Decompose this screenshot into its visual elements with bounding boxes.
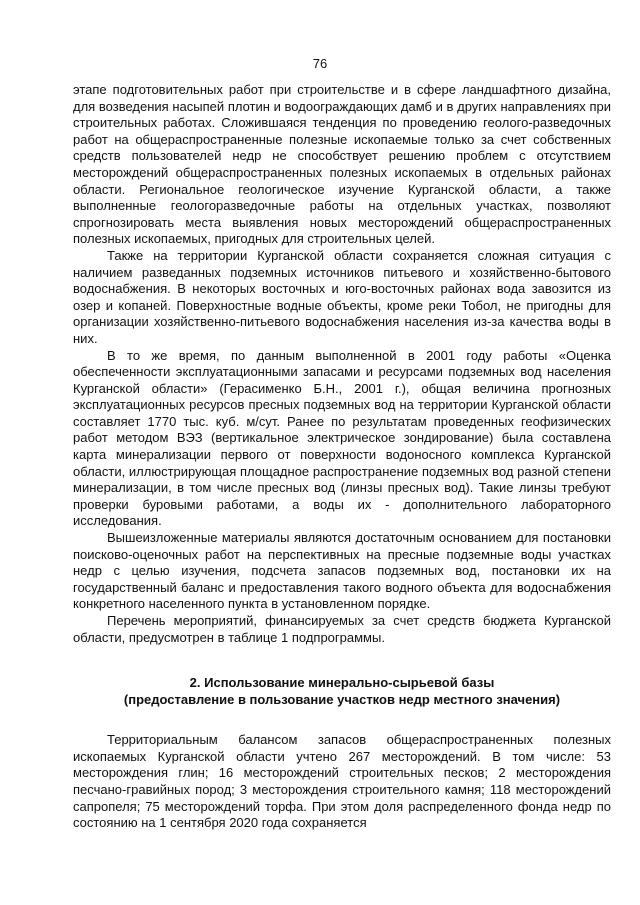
paragraph-deposits-balance: Территориальным балансом запасов общераспространенных полезных ископаемых Курганской области учтено 267 месторождений. В том числе: 53 месторождения глин; 16 месторождений строительных песков; 2 месторождения песчано-гравийных пород; 3 месторождения строительного камня; 118 месторождений сапропеля; 75 месторождений торфа. При этом доля распределенного фонда недр по состоянию на 1 сентября 2020 года сохраняется [73, 732, 611, 831]
section-heading-title: 2. Использование минерально-сырьевой базы [189, 675, 495, 691]
paragraph-continuation: этапе подготовительных работ при строительстве и в сфере ландшафтного дизайна, для возведения насыпей плотин и водоограждающих дамб и в других направлениях при строительных работах. Сложившаяся тенденция по проведению геолого-разведочных работ на общераспространенные полезные ископаемые только за счет собственных средств пользователей недр не способствует решению проблем с отсутствием месторождений общераспространенных полезных ископаемых в отдельных районах области. Региональное геологическое изучение Курганской области, а также выполненные геологоразведочные работы на отдельных участках, позволяют спрогнозировать места выявления новых месторождений общераспространенных полезных ископаемых, пригодных для строительных целей. [73, 82, 611, 247]
section-heading-subtitle: (предоставление в пользование участков недр местного значения) [123, 692, 561, 708]
paragraph-water-supply: Также на территории Курганской области сохраняется сложная ситуация с наличием разведанных подземных источников питьевого и хозяйственно-бытового водоснабжения. В некоторых восточных и юго-восточных районах вода завозится из озер и копаней. Поверхностные водные объекты, кроме реки Тобол, не пригодны для организации хозяйственно-питьевого водоснабжения населения из-за качества воды в них. [73, 247, 611, 346]
page-number: 76 [312, 56, 328, 71]
paragraph-conclusion: Вышеизложенные материалы являются достаточным основанием для постановки поисково-оценочных работ на перспективных на пресные подземные воды участках недр с целью изучения, подсчета запасов подземных вод, постановки их на государственный баланс и предоставления такого водного объекта для водоснабжения конкретного населенного пункта в установленном порядке. [73, 530, 611, 612]
paragraph-groundwater-assessment: В то же время, по данным выполненной в 2001 году работы «Оценка обеспеченности эксплуатационными запасами и ресурсами подземных вод населения Курганской области» (Герасименко Б.Н., 2001 г.), общая величина прогнозных эксплуатационных ресурсов пресных подземных вод на территории Курганской области составляет 1770 тыс. куб. м/сут. Ранее по результатам проведенных геофизических работ методом ВЭЗ (вертикальное электрическое зондирование) была составлена карта минерализации первого от поверхности водоносного комплекса Курганской области, иллюстрирующая площадное распространение подземных вод разной степени минерализации, в том числе пресных вод (линзы пресных вод). Такие линзы требуют проверки буровыми работами, а воды их - дополнительного лабораторного исследования. [73, 347, 611, 529]
document-body [73, 82, 611, 832]
section-heading [73, 674, 611, 708]
paragraph-activities-list: Перечень мероприятий, финансируемых за счет средств бюджета Курганской области, предусмотрен в таблице 1 подпрограммы. [73, 613, 611, 645]
